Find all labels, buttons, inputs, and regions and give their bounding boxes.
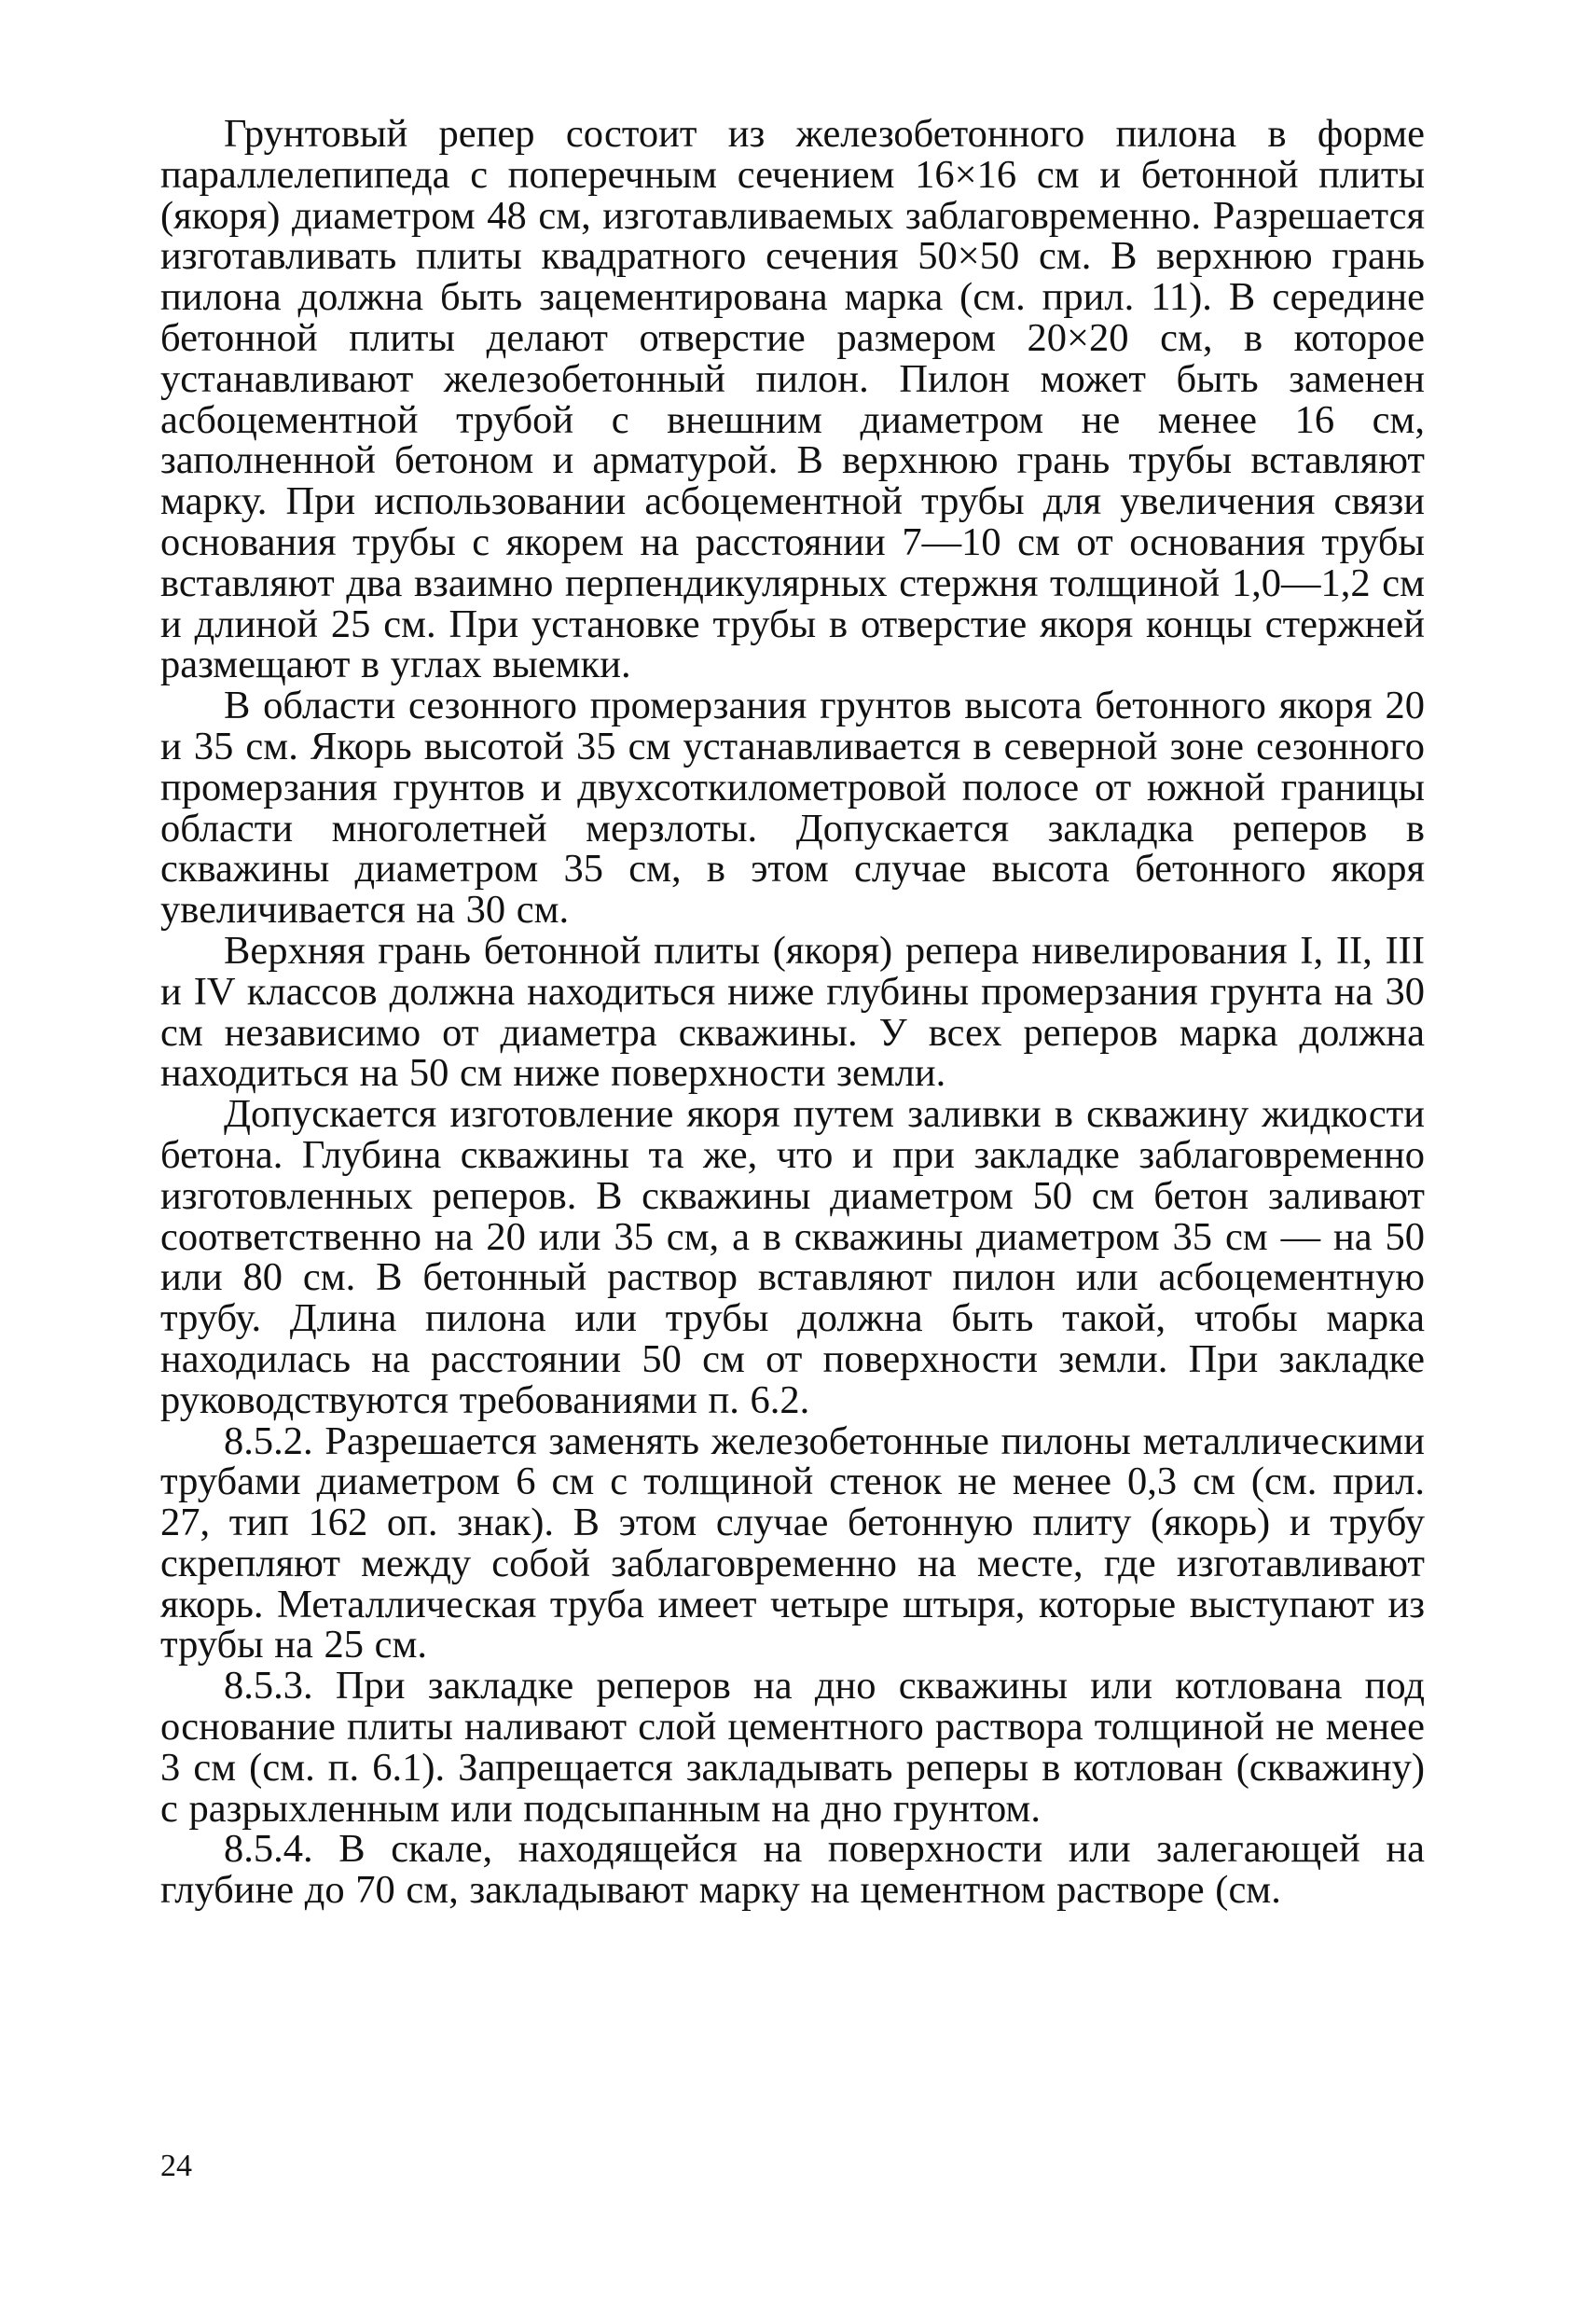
paragraph-8-5-4: 8.5.4. В скале, находящейся на поверхности или залегающей на глубине до 70 см, закладывают марку на цементном растворе (см. bbox=[160, 1827, 1425, 1913]
paragraph-ground-benchmark: Грунтовый репер состоит из железобетонного пилона в форме параллелепипеда с поперечным сечением 16×16 см и бетонной плиты (якоря) диаметром 48 см, изготавливаемых заблаговременно. Разрешается изготавливать плиты квадратного сечения 50×50 см. В верхнюю грань пилона должна быть зацементирована марка (см. прил. 11). В середине бетонной плиты делают отверстие размером 20×20 см, в которое устанавливают железобетонный пилон. Пилон может быть заменен асбоцементной трубой с внешним диаметром не менее 16 см, заполненной бетоном и арматурой. В верхнюю грань трубы вставляют марку. При использовании асбоцементной трубы для увеличения связи основания трубы с якорем на расстоянии 7—10 см от основания трубы вставляют два взаимно перпендикулярных стержня толщиной 1,0—1,2 см и длиной 25 см. При установке трубы в отверстие якоря концы стержней размещают в углах выемки. bbox=[160, 112, 1425, 687]
paragraph-upper-face: Верхняя грань бетонной плиты (якоря) репера нивелирования I, II, III и IV классов должна находиться ниже глубины промерзания грунта на 30 см независимо от диаметра скважины. У всех реперов марка должна находиться на 50 см ниже поверхности земли. bbox=[160, 928, 1425, 1096]
page-number: 24 bbox=[160, 2149, 192, 2183]
paragraph-seasonal-freezing: В области сезонного промерзания грунтов высота бетонного якоря 20 и 35 см. Якорь высотой 35 см устанавливается в северной зоне сезонного промерзания грунтов и двухсоткилометровой полосе от южной границы области многолетней мерзлоты. Допускается закладка реперов в скважины диаметром 35 см, в этом случае высота бетонного якоря увеличивается на 30 см. bbox=[160, 684, 1425, 933]
paragraph-8-5-2: 8.5.2. Разрешается заменять железобетонные пилоны металлическими трубами диаметром 6 см с толщиной стенок не менее 0,3 см (см. прил. 27, тип 162 оп. знак). В этом случае бетонную плиту (якорь) и трубу скрепляют между собой заблаговременно на месте, где изготавливают якорь. Металлическая труба имеет четыре штыря, которые выступают из трубы на 25 см. bbox=[160, 1418, 1425, 1667]
body-text bbox=[160, 114, 1425, 1911]
paragraph-anchor-pouring: Допускается изготовление якоря путем заливки в скважину жидкости бетона. Глубина скважины та же, что и при закладке заблаговременно изготовленных реперов. В скважины диаметром 50 см бетон заливают соответственно на 20 или 35 см, а в скважины диаметром 35 см — на 50 или 80 см. В бетонный раствор вставляют пилон или асбоцементную трубу. Длина пилона или трубы должна быть такой, чтобы марка находилась на расстоянии 50 см от поверхности земли. При закладке руководствуются требованиями п. 6.2. bbox=[160, 1092, 1425, 1422]
paragraph-8-5-3: 8.5.3. При закладке реперов на дно скважины или котлована под основание плиты наливают слой цементного раствора толщиной не менее 3 см (см. п. 6.1). Запрещается закладывать реперы в котлован (скважину) с разрыхленным или подсыпанным на дно грунтом. bbox=[160, 1664, 1425, 1831]
